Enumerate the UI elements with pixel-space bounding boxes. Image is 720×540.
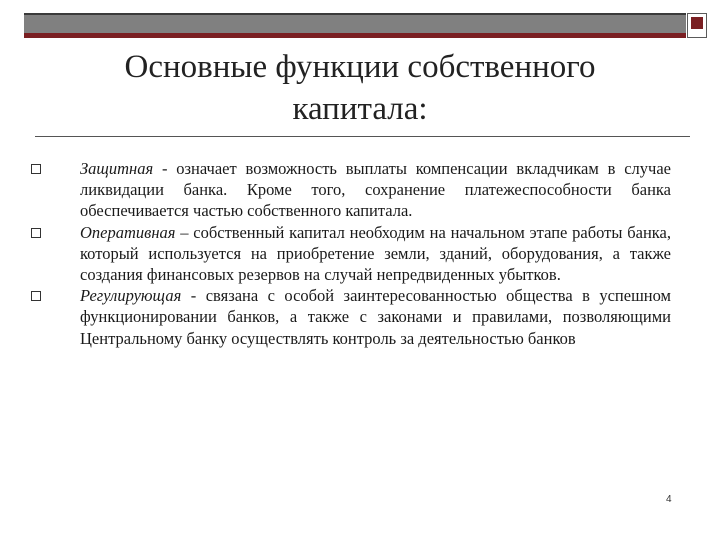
- square-bullet-icon: [31, 291, 41, 301]
- slide-title-line-2: капитала:: [292, 91, 428, 127]
- term-description: собственный капитал необходим на начальном этапе работы банка, который используется на приобретение земли, зданий, оборудования, а также создания финансовых резервов на случай непредвиденных убытков.: [80, 222, 672, 285]
- term-label: Регулирующая: [80, 286, 182, 306]
- list-item-text: [80, 158, 671, 222]
- title-divider: [35, 136, 690, 137]
- square-bullet-icon: [31, 164, 41, 174]
- list-item-text: [80, 222, 671, 286]
- term-separator: -: [181, 286, 206, 306]
- list-item-text: [80, 285, 671, 349]
- slide-title: [0, 46, 720, 130]
- slide-title-line-1: Основные функции собственного: [124, 49, 596, 85]
- term-separator: -: [153, 159, 177, 178]
- list-item-operational: [0, 222, 720, 286]
- corner-square-icon: [687, 13, 707, 38]
- term-description: связана с особой заинтересованностью общества в успешном функционировании банков, а также с законами и правилами, позволяющими Центральному банку осуществлять контроль за деятельностью банков: [80, 286, 671, 348]
- header-bar: [24, 13, 686, 38]
- square-bullet-icon: [31, 228, 41, 238]
- page-number: 4: [666, 494, 672, 505]
- corner-square-fill: [691, 17, 703, 29]
- list-item-regulatory: [0, 285, 720, 349]
- list-item-protective: [0, 158, 720, 222]
- term-label: Защитная: [80, 159, 154, 178]
- term-label: Оперативная: [80, 222, 176, 242]
- functions-list: [0, 158, 720, 349]
- term-separator: –: [175, 222, 194, 242]
- term-description: означает возможность выплаты компенсации вкладчикам в случае ликвидации банка. Кроме того, сохранение платежеспособности банка обеспечивается частью собственного капитала.: [80, 159, 671, 221]
